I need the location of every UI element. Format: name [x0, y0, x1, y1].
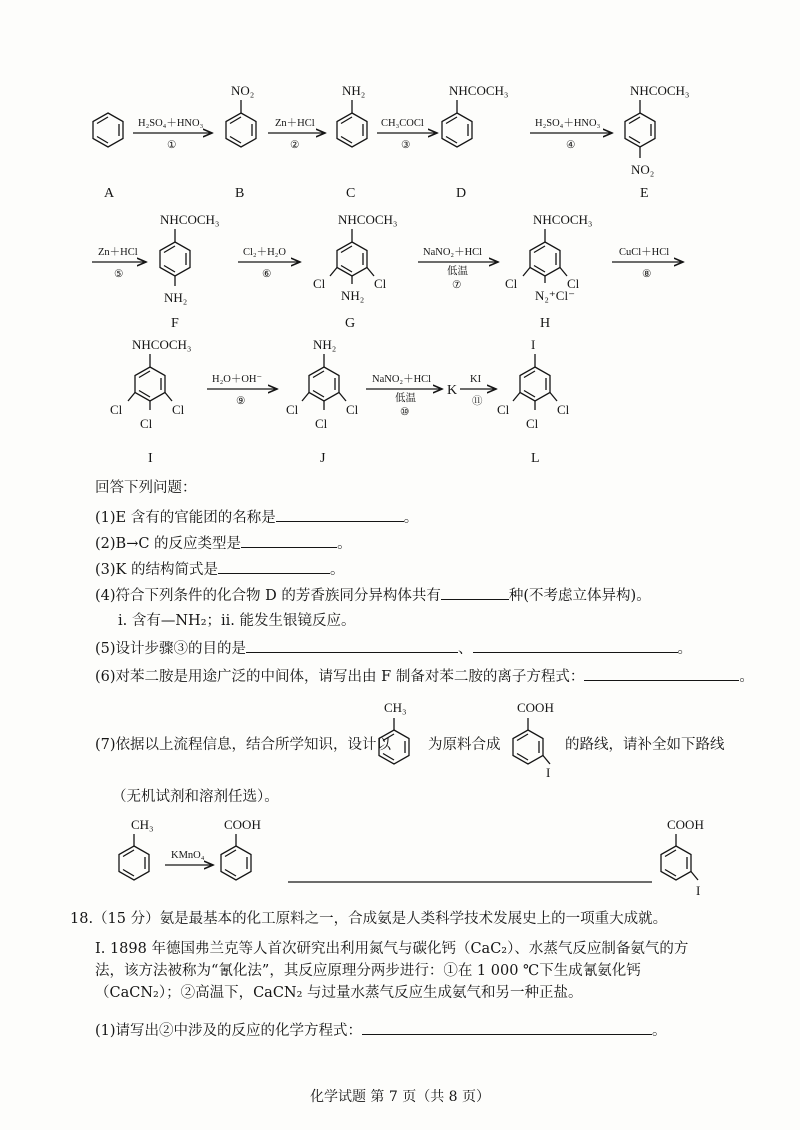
- q1-text: (1)E 含有的官能团的名称是: [95, 510, 276, 526]
- q1-end: 。: [403, 510, 419, 526]
- q5-answer-blank-1[interactable]: [246, 638, 458, 653]
- route-target: [661, 834, 698, 880]
- cond-4-top: H₂SO₄＋HNO₃: [535, 118, 601, 129]
- route-toluene: [119, 834, 149, 880]
- q4-answer-blank[interactable]: [441, 585, 509, 600]
- iodobenzoic-iodo: I: [546, 765, 551, 780]
- cond-7-mid: 低温: [447, 266, 468, 277]
- q7-part-b: 为原料合成: [428, 737, 501, 753]
- label-g: G: [345, 316, 356, 331]
- cond-3-top: CH₃COCl: [381, 118, 424, 129]
- q6-end: 。: [739, 669, 754, 685]
- cond-1-top: H₂SO₄＋HNO₃: [138, 118, 204, 129]
- q5-text: (5)设计步骤③的目的是: [95, 641, 247, 657]
- group-e-nhcoch3: NHCOCH₃: [630, 83, 690, 98]
- group-g-cl-right: Cl: [374, 276, 387, 291]
- cond-4-bot: ④: [566, 140, 576, 151]
- q5-sep: 、: [458, 641, 473, 657]
- q4-end: 种(不考虑立体异构)。: [508, 588, 651, 604]
- cond-5-top: Zn＋HCl: [98, 247, 138, 258]
- group-d-nhcoch3: NHCOCH₃: [449, 83, 509, 98]
- cond-6-top: Cl₂＋H₂O: [243, 247, 286, 258]
- q18-q1-text: (1)请写出②中涉及的反应的化学方程式：: [95, 1023, 363, 1039]
- label-c: C: [346, 186, 356, 201]
- label-h: H: [540, 316, 551, 331]
- q18-header: 18.（15 分）氨是最基本的化工原料之一，合成氨是人类科学技术发展史上的一项重大成就。: [70, 911, 668, 927]
- compound-g-ring: [330, 229, 374, 284]
- compound-b-ring: [226, 100, 256, 147]
- cond-7-top: NaNO₂＋HCl: [423, 247, 483, 258]
- q1-answer-blank[interactable]: [276, 507, 404, 522]
- compound-a-ring: [93, 113, 123, 147]
- toluene-structure: [379, 718, 409, 764]
- cond-2-top: Zn＋HCl: [275, 118, 315, 129]
- iodobenzoic-acid-structure: [513, 718, 550, 764]
- cond-8-bot: ⑧: [642, 269, 652, 280]
- cond-1-bot: ①: [167, 140, 177, 151]
- group-g-nh2: NH₂: [341, 288, 365, 303]
- compound-i-ring: [128, 354, 172, 410]
- group-g-cl-left: Cl: [313, 276, 326, 291]
- group-j-cl-left: Cl: [286, 402, 299, 417]
- group-c-nh2: NH₂: [342, 83, 366, 98]
- question-2: [95, 533, 352, 554]
- group-h-cl-right: Cl: [567, 276, 580, 291]
- compound-f-ring: [160, 229, 190, 286]
- group-l-iodo: I: [531, 337, 536, 352]
- q4-text: (4)符合下列条件的化合物 D 的芳香族同分异构体共有: [95, 588, 441, 604]
- group-i-cl-bottom: Cl: [140, 416, 153, 431]
- cond-11-bot: ⑪: [472, 396, 483, 407]
- route-benzoic-acid: [221, 834, 251, 880]
- compound-k: K: [447, 383, 458, 398]
- compound-l-ring: [513, 354, 557, 410]
- q3-text: (3)K 的结构简式是: [95, 562, 218, 578]
- compound-c-ring: [337, 100, 367, 147]
- cond-kmno4: KMnO₄: [171, 850, 205, 861]
- q18-paragraph: Ⅰ. 1898 年德国弗兰克等人首次研究出利用氮气与碳化钙（CaC₂）、水蒸气反应制备氨气的方法，该方法被称为“氰化法”，其反应原理分两步进行：①在 1 000 ℃下生成氰氨化钙（CaCN₂）；②高温下，CaCN₂ 与过量水蒸气反应生成氨气和另一种正盐。: [95, 941, 689, 1001]
- route-benzoic-cooh: COOH: [224, 817, 261, 832]
- question-1: [95, 507, 418, 528]
- q7-route: [0, 805, 800, 915]
- label-l: L: [531, 451, 540, 466]
- q3-answer-blank[interactable]: [218, 559, 330, 574]
- label-j: J: [320, 451, 326, 466]
- compound-d-ring: [442, 100, 472, 147]
- q2-text: (2)B→C 的反应类型是: [95, 536, 242, 552]
- group-h-nhcoch3: NHCOCH₃: [533, 212, 593, 227]
- q6-answer-blank[interactable]: [584, 666, 739, 681]
- route-target-cooh: COOH: [667, 817, 704, 832]
- cond-10-top: NaNO₂＋HCl: [372, 374, 432, 385]
- q2-answer-blank[interactable]: [241, 533, 337, 548]
- cond-7-bot: ⑦: [452, 280, 462, 291]
- group-l-cl-bottom: Cl: [526, 416, 539, 431]
- compound-j-ring: [302, 354, 346, 410]
- label-e: E: [640, 186, 649, 201]
- group-j-nh2: NH₂: [313, 337, 337, 352]
- label-a: A: [104, 186, 115, 201]
- cond-2-bot: ②: [290, 140, 300, 151]
- group-e-no2: NO₂: [631, 162, 655, 177]
- cond-9-top: H₂O＋OH⁻: [212, 374, 263, 385]
- q7-part-c: 的路线，请补全如下路线: [565, 737, 725, 753]
- question-4-conditions: ⅰ. 含有—NH₂；ⅱ. 能发生银镜反应。: [118, 613, 356, 629]
- q6-text: (6)对苯二胺是用途广泛的中间体，请写出由 F 制备对苯二胺的离子方程式：: [95, 669, 585, 685]
- label-d: D: [456, 186, 467, 201]
- group-h-cl-left: Cl: [505, 276, 518, 291]
- reaction-scheme: [0, 0, 800, 480]
- toluene-ch3: CH₃: [384, 700, 407, 715]
- group-g-nhcoch3: NHCOCH₃: [338, 212, 398, 227]
- group-j-cl-right: Cl: [346, 402, 359, 417]
- cond-8-top: CuCl＋HCl: [619, 247, 670, 258]
- q3-end: 。: [329, 562, 345, 578]
- q18-q1-answer-blank[interactable]: [362, 1020, 652, 1035]
- route-target-iodo: I: [696, 883, 701, 898]
- q18-question-1: [95, 1020, 667, 1041]
- question-5: [95, 638, 692, 659]
- cond-6-bot: ⑥: [262, 269, 272, 280]
- page-footer: 化学试题 第 7 页（共 8 页）: [309, 1089, 491, 1105]
- route-toluene-ch3: CH₃: [131, 817, 154, 832]
- group-h-n2cl: N₂⁺Cl⁻: [535, 288, 575, 303]
- q2-end: 。: [337, 536, 352, 552]
- label-b: B: [235, 186, 245, 201]
- q5-end: 。: [677, 641, 693, 657]
- label-i: I: [148, 451, 153, 466]
- cond-10-mid: 低温: [395, 393, 416, 404]
- q5-answer-blank-2[interactable]: [473, 638, 678, 653]
- iodobenzoic-cooh: COOH: [517, 700, 554, 715]
- questions-intro: 回答下列问题：: [95, 480, 197, 496]
- compound-h-ring: [523, 229, 567, 283]
- cond-9-bot: ⑨: [236, 396, 246, 407]
- group-i-nhcoch3: NHCOCH₃: [132, 337, 192, 352]
- group-i-cl-left: Cl: [110, 402, 123, 417]
- group-j-cl-bottom: Cl: [315, 416, 328, 431]
- q7-part-d: （无机试剂和溶剂任选）。: [112, 789, 279, 805]
- group-f-nh2: NH₂: [164, 290, 188, 305]
- group-l-cl-left: Cl: [497, 402, 510, 417]
- group-i-cl-right: Cl: [172, 402, 185, 417]
- cond-10-bot: ⑩: [400, 407, 410, 418]
- cond-11-top: KI: [470, 374, 482, 385]
- cond-3-bot: ③: [401, 140, 411, 151]
- q7-part-a: (7)依据以上流程信息，结合所学知识，设计以: [95, 737, 392, 753]
- group-b-no2: NO₂: [231, 83, 255, 98]
- cond-5-bot: ⑤: [114, 269, 124, 280]
- group-l-cl-right: Cl: [557, 402, 570, 417]
- question-6: [95, 666, 754, 687]
- compound-e-ring: [625, 100, 655, 158]
- label-f: F: [171, 316, 179, 331]
- group-f-nhcoch3: NHCOCH₃: [160, 212, 220, 227]
- question-4: [95, 585, 651, 606]
- q18-q1-end: 。: [652, 1023, 667, 1039]
- question-3: [95, 559, 344, 580]
